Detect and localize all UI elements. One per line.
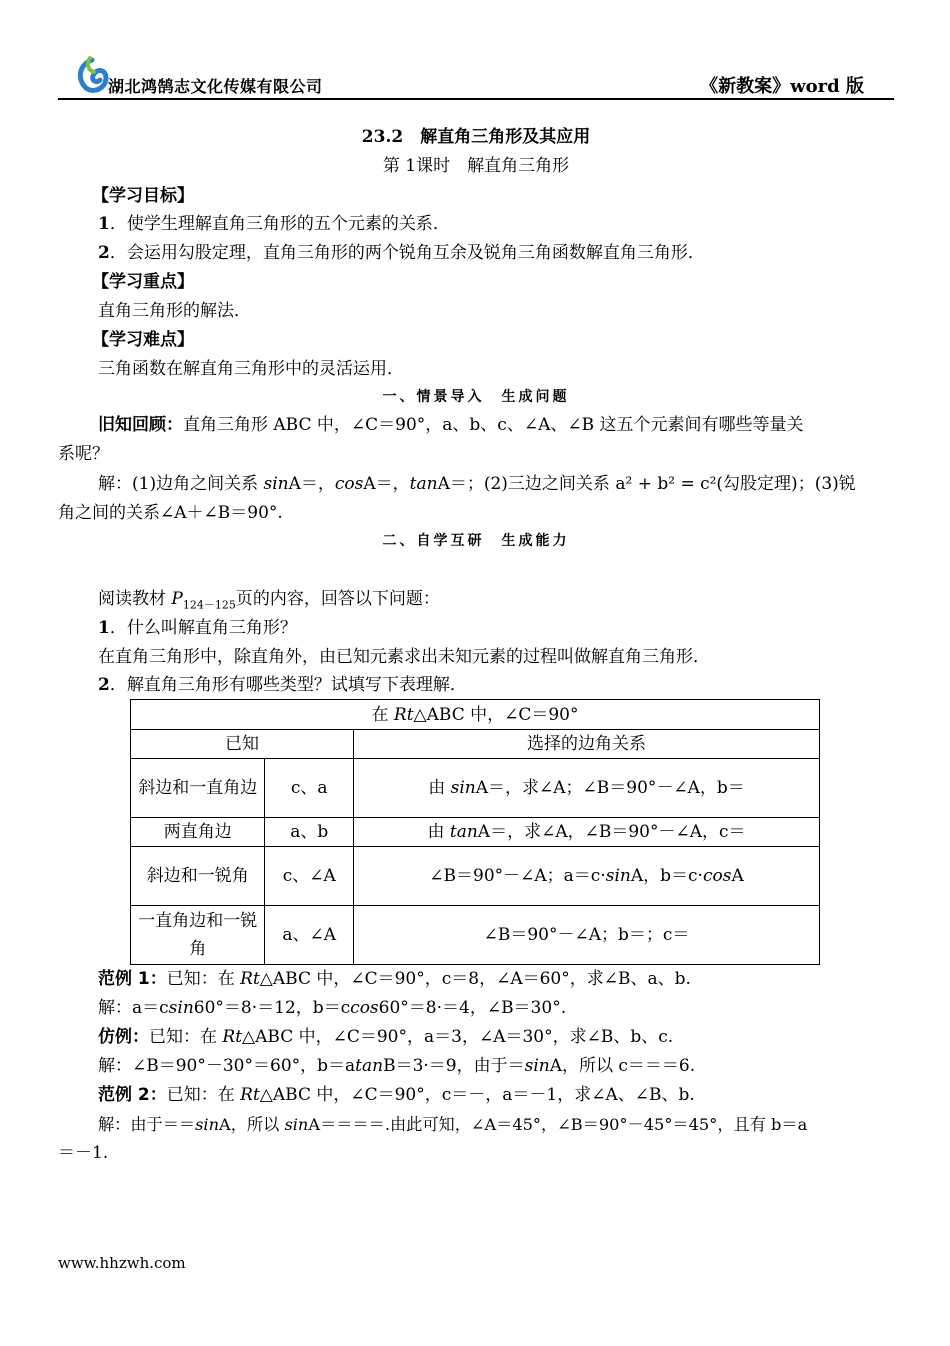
rel-part: A＝，求∠A，∠B＝90°－∠A，c＝ (477, 822, 746, 842)
review-label: 旧知回顾： (98, 415, 183, 435)
solution-3-part: 解：由于＝＝ (98, 1115, 196, 1134)
solution-1-part: 60°＝8·＝4，∠B＝30°. (378, 998, 567, 1018)
question-2 (98, 671, 894, 700)
answer-1: 在直角三角形中，除直角外，由已知元素求出未知元素的过程叫做解直角三角形． (98, 647, 710, 667)
solution-2-part: A，所以 c＝＝＝6. (549, 1056, 696, 1076)
company-logo-icon (72, 56, 112, 96)
read-page-p: P (171, 589, 183, 609)
objective-num-2: 2 (98, 243, 110, 263)
answer-cos: cos (334, 474, 364, 494)
row-given: a、b (265, 818, 354, 847)
review-answer (98, 470, 894, 499)
rel-func: sin (450, 778, 476, 798)
rel-func: sin (605, 866, 631, 886)
answer-tan: tan (409, 474, 438, 494)
edition-label: 《新教案》word 版 (700, 76, 864, 97)
table-caption-row (131, 700, 820, 730)
solution-1-func: cos (350, 998, 379, 1018)
row-given: a、∠A (265, 906, 354, 965)
question-2-num: 2 (98, 675, 110, 695)
example-1-part: △ABC 中，∠C＝90°，c＝8，∠A＝60°，求∠B、a、b. (259, 969, 691, 989)
answer-part-b: A＝， (288, 474, 335, 494)
solution-3 (98, 1110, 894, 1139)
objective-item-2 (98, 239, 894, 268)
solution-1 (98, 994, 894, 1023)
section1-title: 一、情景导入 生成问题 (382, 389, 570, 405)
solution-1-func: sin (168, 998, 194, 1018)
caption-part-b: △ABC 中，∠C＝90° (413, 704, 579, 725)
example-2-label: 范例 2： (98, 1085, 167, 1105)
caption-rt: Rt (393, 704, 414, 725)
rel-part: 由 (427, 822, 450, 842)
example-2-part: △ABC 中，∠C＝90°，c＝－，a＝－1，求∠A、∠B、b. (259, 1085, 695, 1105)
table-row (131, 759, 820, 818)
table-header-row (131, 730, 820, 759)
row-type: 两直角边 (131, 818, 265, 847)
example-1-rt: Rt (240, 969, 260, 989)
example-2-part: 已知：在 (166, 1085, 241, 1105)
solution-2 (98, 1052, 894, 1081)
rel-part: A (731, 866, 744, 886)
solution-3-cont: ＝－1. (58, 1143, 109, 1163)
header-known: 已知 (131, 730, 354, 759)
company-name: 湖北鸿鹄志文化传媒有限公司 (108, 77, 323, 96)
row-type: 斜边和一锐角 (131, 847, 265, 906)
solution-2-func: sin (524, 1056, 550, 1076)
solution-3-func: sin (195, 1115, 220, 1134)
answer-part-d: A＝；(2)三边之间关系 a² + b² = c²(勾股定理)；(3)锐 (437, 474, 856, 494)
question-1-num: 1 (98, 618, 110, 638)
rel-part: A，b＝c· (630, 866, 703, 886)
header-relation: 选择的边角关系 (354, 730, 820, 759)
solution-1-part: 解：a＝c (98, 998, 169, 1018)
difficulties-text: 三角函数在解直角三角形中的灵活运用． (98, 359, 404, 379)
read-part-a: 阅读教材 (98, 589, 172, 609)
page-header (58, 52, 894, 100)
row-type: 一直角边和一锐角 (131, 906, 265, 965)
solution-3-part: A，所以 (219, 1115, 285, 1134)
solution-1-part: 60°＝8·＝12，b＝c (193, 998, 351, 1018)
example-2 (98, 1081, 894, 1110)
solution-2-func: tan (355, 1056, 384, 1076)
rel-part: ∠B＝90°－∠A；a＝c· (429, 866, 606, 886)
table-caption (131, 700, 820, 730)
caption-part-a: 在 (371, 704, 394, 725)
row-type: 斜边和一直角边 (131, 759, 265, 818)
question-1-text: ．什么叫解直角三角形？ (109, 618, 297, 638)
solving-types-table (130, 699, 820, 965)
example-1-label: 范例 1： (98, 969, 167, 989)
answer-part-c: A＝， (363, 474, 410, 494)
example-2-rt: Rt (240, 1085, 260, 1105)
solution-3-func: sin (284, 1115, 309, 1134)
row-relation: ∠B＝90°－∠A；b＝；c＝ (354, 906, 820, 965)
review-question (98, 411, 894, 440)
objective-num-1: 1 (98, 214, 110, 234)
imitation-label: 仿例： (98, 1027, 149, 1047)
review-answer-cont: 角之间的关系∠A＋∠B＝90°. (58, 503, 283, 523)
row-relation (354, 759, 820, 818)
imitation-rt: Rt (222, 1027, 243, 1047)
read-part-b: 页的内容，回答以下问题： (235, 589, 440, 609)
key-points-text: 直角三角形的解法． (98, 301, 251, 321)
row-given: c、a (265, 759, 354, 818)
lesson-subtitle: 第 1课时 解直角三角形 (382, 156, 570, 176)
solution-3-part: A＝＝＝＝.由此可知，∠A＝45°，∠B＝90°－45°＝45°，且有 b＝a (308, 1115, 808, 1134)
row-relation (354, 818, 820, 847)
read-page-range: 124－125 (182, 598, 236, 612)
objective-text-2: ．会运用勾股定理，直角三角形的两个锐角互余及锐角三角函数解直角三角形． (109, 243, 705, 263)
answer-part-a: 解：(1)边角之间关系 (98, 474, 264, 494)
question-1 (98, 614, 894, 643)
section2-title: 二、自学互研 生成能力 (382, 533, 570, 549)
difficulties-heading: 【学习难点】 (92, 330, 194, 350)
example-1-part: 已知：在 (166, 969, 241, 989)
footer-url[interactable]: www.hhzwh.com (58, 1254, 186, 1272)
review-text: 直角三角形 ABC 中，∠C＝90°，a、b、c、∠A、∠B 这五个元素间有哪些等量关 (183, 415, 804, 435)
table-row (131, 818, 820, 847)
example-1 (98, 965, 894, 994)
lesson-title: 23.2 解直角三角形及其应用 (361, 127, 591, 147)
key-points-heading: 【学习重点】 (92, 272, 194, 292)
rel-func: tan (449, 822, 478, 842)
objective-text-1: ．使学生理解直角三角形的五个元素的关系． (109, 214, 450, 234)
review-question-cont: 系呢？ (58, 444, 109, 464)
row-given: c、∠A (265, 847, 354, 906)
question-2-text: ．解直角三角形有哪些类型？试填写下表理解． (109, 675, 467, 695)
row-relation (354, 847, 820, 906)
table-row (131, 906, 820, 965)
rel-func: cos (702, 866, 732, 886)
objective-item-1 (98, 210, 894, 239)
imitation-part: △ABC 中，∠C＝90°，a＝3，∠A＝30°，求∠B、b、c. (242, 1027, 674, 1047)
imitation-part: 已知：在 (149, 1027, 223, 1047)
table-row (131, 847, 820, 906)
rel-part: A＝，求∠A；∠B＝90°－∠A，b＝ (475, 778, 745, 798)
objectives-heading: 【学习目标】 (92, 186, 194, 206)
answer-sin: sin (263, 474, 289, 494)
solution-2-part: 解：∠B＝90°－30°＝60°，b＝a (98, 1056, 356, 1076)
imitation-example (98, 1023, 894, 1052)
solution-2-part: B＝3·＝9，由于＝ (383, 1056, 525, 1076)
rel-part: 由 (428, 778, 451, 798)
